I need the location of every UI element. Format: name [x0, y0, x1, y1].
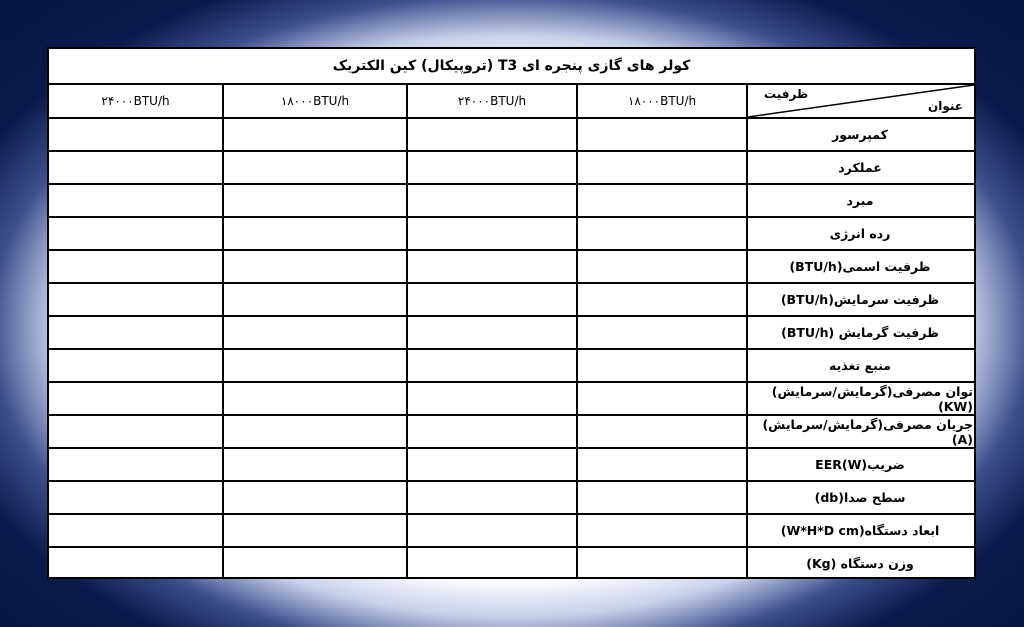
- corner-title-label: عنوان: [928, 99, 963, 113]
- row-label-cooling-capacity: ظرفیت سرمایش(BTU/h): [780, 292, 940, 307]
- row-label-eer: ضریبEER(W): [815, 457, 905, 472]
- row-label-power-supply: منبع تغذیه: [828, 358, 892, 373]
- row-label-function: عملکرد: [838, 160, 882, 175]
- corner-header: [748, 85, 974, 117]
- header-row: [49, 85, 974, 119]
- col-header-2: ۲۴۰۰۰BTU/h: [457, 94, 527, 108]
- row-label-weight: وزن دستگاه (Kg): [806, 556, 914, 571]
- col-header-4: ۲۴۰۰۰BTU/h: [101, 94, 170, 108]
- col-divider: [222, 85, 224, 577]
- row-label-nominal-capacity: ظرفیت اسمی(BTU/h): [789, 259, 931, 274]
- row-label-heating-capacity: ظرفیت گرمایش (BTU/h): [781, 325, 939, 340]
- col-divider: [406, 85, 408, 577]
- row-label-power-consumption: توان مصرفی(گرمایش/سرمایش)(KW): [771, 383, 973, 414]
- col-header-1: ۱۸۰۰۰BTU/h: [627, 94, 697, 108]
- spec-table: [47, 47, 976, 579]
- row-label-current-consumption: جریان مصرفی(گرمایش/سرمایش)(A): [762, 416, 973, 447]
- row-label-noise-level: سطح صدا(db): [814, 490, 906, 505]
- col-divider: [576, 85, 578, 577]
- row-label-energy-class: رده انرژی: [829, 226, 891, 241]
- corner-capacity-label: ظرفیت: [764, 87, 809, 101]
- row-label-refrigerant: مبرد: [846, 193, 874, 208]
- table-title: کولر های گازی پنجره ای T3 (تروپیکال) کین الکتریک: [49, 49, 974, 85]
- col-header-3: ۱۸۰۰۰BTU/h: [280, 94, 350, 108]
- row-label-compressor: کمپرسور: [832, 127, 888, 142]
- row-label-dimensions: ابعاد دستگاه(W*H*D cm): [780, 523, 940, 538]
